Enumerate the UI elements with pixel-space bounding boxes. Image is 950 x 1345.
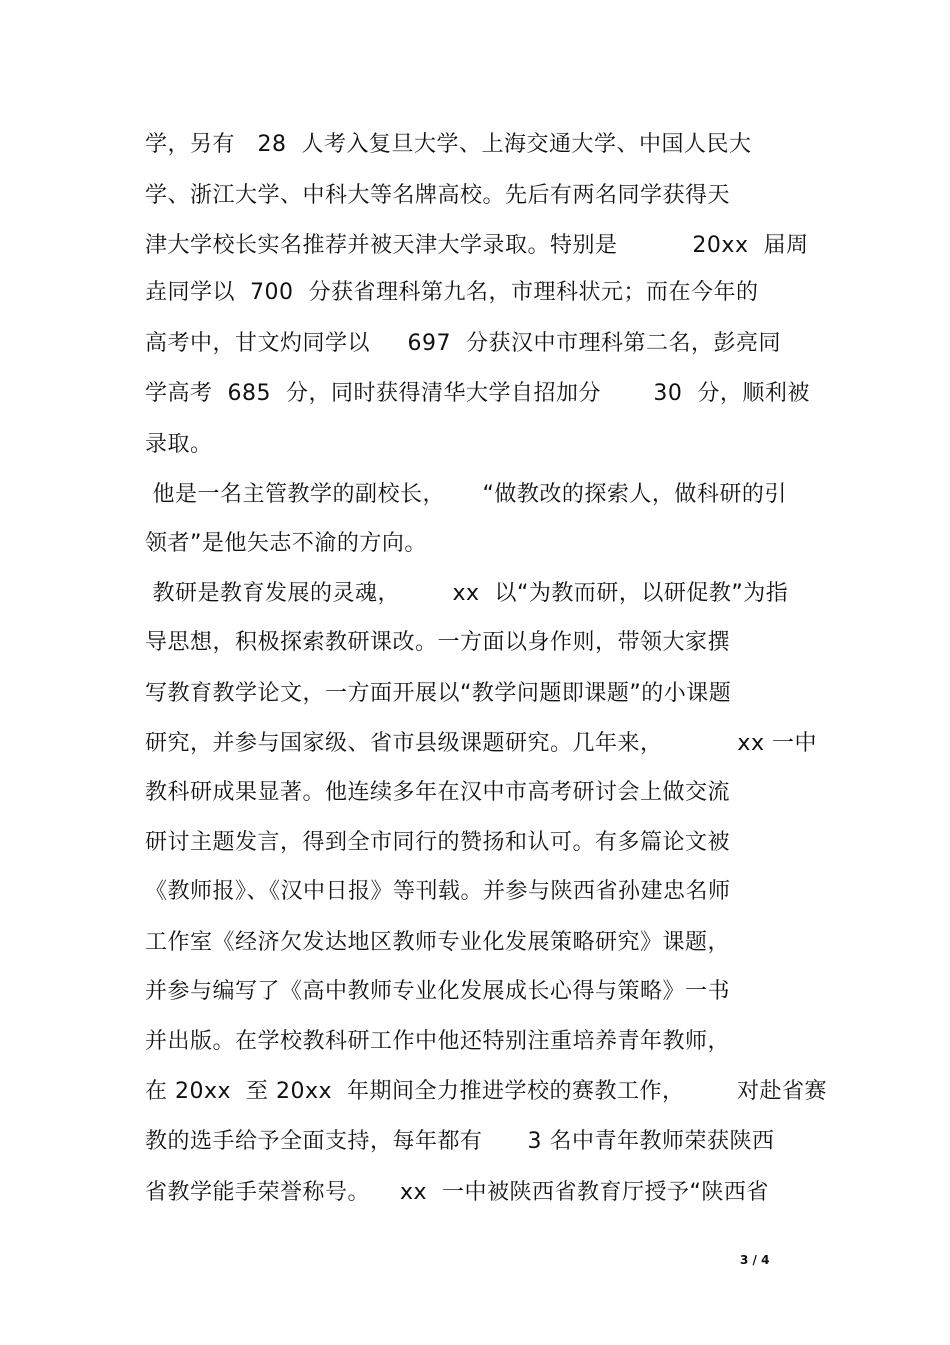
text-line: 领者”是他矢志不渝的方向。 (145, 531, 427, 556)
text-line: 研究，并参与国家级、省市县级课题研究。几年来， xx 一中 (145, 731, 817, 756)
text-line: 《教师报》、《汉中日报》等刊载。并参与陕西省孙建忠名师 (145, 879, 731, 904)
page-number: 3 / 4 (740, 1253, 770, 1267)
text-line: 教的选手给予全面支持，每年都有 3 名中青年教师荣获陕西 (145, 1129, 775, 1154)
text-line: 录取。 (145, 432, 213, 457)
text-line: 导思想，积极探索教研课改。一方面以身作则，带领大家撰 (145, 630, 731, 655)
text-line: 写教育教学论文，一方面开展以“教学问题即课题”的小课题 (145, 681, 732, 706)
text-line: 并参与编写了《高中教师专业化发展成长心得与策略》一书 (145, 979, 731, 1004)
text-line: 教科研成果显著。他连续多年在汉中市高考研讨会上做交流 (145, 780, 731, 805)
text-line: 他是一名主管教学的副校长， “做教改的探索人，做科研的引 (145, 482, 787, 507)
text-line: 津大学校长实名推荐并被天津大学录取。特别是 20xx 届周 (145, 233, 809, 258)
text-line: 学高考 685 分，同时获得清华大学自招加分 30 分，顺利被 (145, 381, 810, 406)
text-line: 并出版。在学校教科研工作中他还特别注重培养青年教师， (145, 1029, 731, 1054)
text-line: 高考中，甘文灼同学以 697 分获汉中市理科第二名，彭亮同 (145, 331, 781, 356)
text-line: 在 20xx 至 20xx 年期间全力推进学校的赛教工作， 对赴省赛 (145, 1079, 827, 1104)
text-line: 学，另有 28 人考入复旦大学、上海交通大学、中国人民大 (145, 132, 752, 157)
text-line: 教研是教育发展的灵魂， xx 以“为教而研，以研促教”为指 (145, 581, 789, 606)
text-line: 工作室《经济欠发达地区教师专业化发展策略研究》课题， (145, 930, 731, 955)
text-line: 垚同学以 700 分获省理科第九名，市理科状元；而在今年的 (145, 280, 759, 305)
text-line: 学、浙江大学、中科大等名牌高校。先后有两名同学获得天 (145, 183, 731, 208)
text-line: 研讨主题发言，得到全市同行的赞扬和认可。有多篇论文被 (145, 830, 731, 855)
text-line: 省教学能手荣誉称号。 xx 一中被陕西省教育厅授予“陕西省 (145, 1180, 769, 1205)
